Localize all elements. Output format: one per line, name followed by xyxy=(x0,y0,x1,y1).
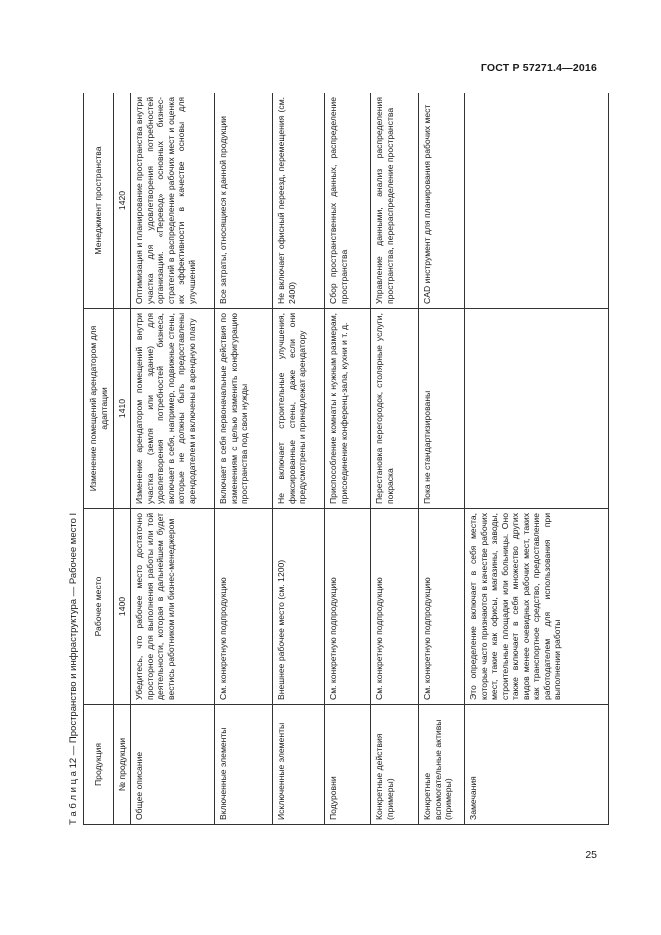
table-cell xyxy=(465,93,609,309)
table-cell: См. конкретную подпродукцию xyxy=(325,509,371,705)
space-infrastructure-table xyxy=(83,93,609,825)
table-cell: Все затраты, относящиеся к данной продукции xyxy=(215,93,273,309)
rotated-content xyxy=(65,93,609,825)
table-cell xyxy=(465,309,609,509)
table-cell: Убедитесь, что рабочее место достаточно просторное для выполнения работы или той деятельности, которая в дальнейшем будет вестись работником или бизнес-менеджером xyxy=(131,509,215,705)
table-row xyxy=(325,93,371,825)
code-cell: № продукции xyxy=(114,705,131,825)
table-cell: Не включает офисный переезд, перемещения (см. 2400) xyxy=(273,93,325,309)
table-cell: Внешнее рабочее место (см. 1200) xyxy=(273,509,325,705)
row-label: Подуровни xyxy=(325,705,371,825)
table-cell: См. конкретную подпродукцию xyxy=(215,509,273,705)
column-header: Продукция xyxy=(84,705,114,825)
document-code: ГОСТ Р 57271.4—2016 xyxy=(480,62,597,74)
table-cell: Пока не стандартизированы xyxy=(419,309,465,509)
table-cell: Приспособление комнаты к нужным размерам, присоединение конференц-зала, кухни и т. д. xyxy=(325,309,371,509)
column-header: Менеджмент пространства xyxy=(84,93,114,309)
table-cell: CAD инструмент для планирования рабочих мест xyxy=(419,93,465,309)
table-cell: Управление данными, анализ распределения пространства, перераспределение пространства xyxy=(371,93,419,309)
table-row xyxy=(273,93,325,825)
code-cell: 1410 xyxy=(114,309,131,509)
table-cell: См. конкретную подпродукцию xyxy=(371,509,419,705)
code-cell: 1420 xyxy=(114,93,131,309)
row-label: Исключенные элементы xyxy=(273,705,325,825)
table-cell: Изменение арендатором помещений внутри участка (земля или здание) для удовлетворения потребностей бизнеса, включает в себя, например, подвижные стены, которые не должны быть предоставлены арендодателем и включены в арендную плату xyxy=(131,309,215,509)
table-row xyxy=(371,93,419,825)
table-cell: Это определение включает в себя места, которые часто признаются в качестве рабочих мест, такие как офисы, магазины, заводы, строительные площадки или больницы. Оно также включает в себя множество других видов менее очевидных рабочих мест, таких как транспортное средство, предоставление работодателем для использования при выполнении работы xyxy=(465,509,609,705)
table-header-row xyxy=(84,93,114,825)
table-row xyxy=(419,93,465,825)
page-number: 25 xyxy=(585,849,597,861)
row-label: Конкретные действия (примеры) xyxy=(371,705,419,825)
table-caption: Т а б л и ц а 12 — Пространство и инфраструктура — Рабочее место I xyxy=(68,512,79,825)
table-cell: Не включает строительные улучшения, фиксированные стены, даже если они предусмотрены и принадлежат арендатору xyxy=(273,309,325,509)
table-cell: Перестановка перегородок, столярные услуги, покраска xyxy=(371,309,419,509)
row-label: Общее описание xyxy=(131,705,215,825)
table-row xyxy=(465,93,609,825)
code-cell: 1400 xyxy=(114,509,131,705)
table-cell: Оптимизация и планирование пространства внутри участка для удовлетворения потребностей организации. «Перевод» основных бизнес-стратегий в распределение рабочих мест и оценка их эффективности в качестве основы для улучшений xyxy=(131,93,215,309)
table-code-row xyxy=(114,93,131,825)
column-header: Рабочее место xyxy=(84,509,114,705)
table-cell: Сбор пространственных данных, распределение пространства xyxy=(325,93,371,309)
table-row xyxy=(131,93,215,825)
table-cell: Включает в себя первоначальные действия по изменениям с целью изменить конфигурацию пространства под свои нужды xyxy=(215,309,273,509)
row-label: Замечания xyxy=(465,705,609,825)
column-header: Изменение помещений арендатором для адаптации xyxy=(84,309,114,509)
row-label: Конкретные вспомогательные активы (примеры) xyxy=(419,705,465,825)
table-row xyxy=(215,93,273,825)
table-cell: См. конкретную подпродукцию xyxy=(419,509,465,705)
row-label: Включенные элементы xyxy=(215,705,273,825)
rotated-table-area xyxy=(65,93,609,825)
